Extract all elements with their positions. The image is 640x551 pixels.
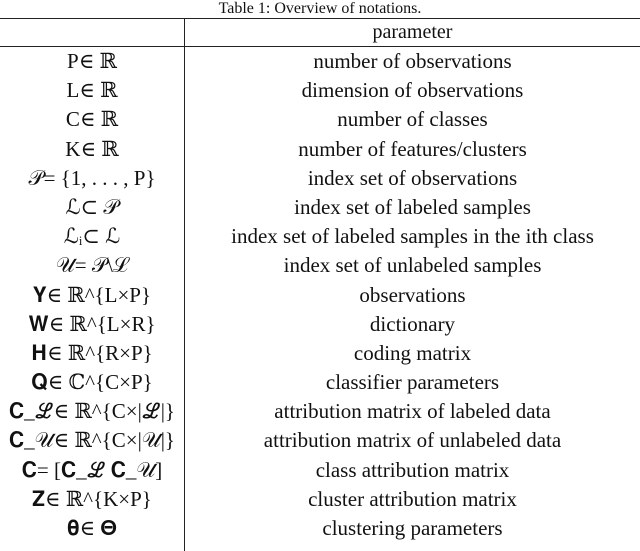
symbol-cell: 𝐂_ℒ∈ ℝ^{C×|ℒ|} bbox=[9, 399, 175, 424]
symbol-cell: ℒᵢ⊂ ℒ bbox=[63, 224, 121, 249]
table-caption: Table 1: Overview of notations. bbox=[218, 0, 422, 17]
table-row bbox=[0, 251, 640, 280]
symbol-cell: P∈ ℝ bbox=[67, 49, 117, 73]
description-cell: number of features/clusters bbox=[298, 136, 527, 161]
description-cell: cluster attribution matrix bbox=[308, 486, 517, 511]
symbol-cell: 𝐖∈ ℝ^{L×R} bbox=[28, 311, 156, 336]
table-row bbox=[0, 164, 640, 193]
symbol-cell: 𝐙∈ ℝ^{K×P} bbox=[32, 486, 152, 511]
header-parameter: parameter bbox=[372, 21, 453, 43]
description-cell: clustering parameters bbox=[322, 516, 503, 540]
symbol-cell: 𝐇∈ ℝ^{R×P} bbox=[31, 340, 153, 365]
description-cell: attribution matrix of unlabeled data bbox=[263, 428, 562, 453]
description-cell: classifier parameters bbox=[325, 370, 500, 395]
table-row bbox=[0, 281, 640, 310]
description-cell: index set of unlabeled samples bbox=[283, 253, 542, 278]
symbol-cell: ℒ⊂ 𝒫 bbox=[65, 194, 119, 219]
table-row bbox=[0, 397, 640, 426]
table-row bbox=[0, 193, 640, 222]
description-cell: number of observations bbox=[313, 49, 512, 73]
symbol-cell: 𝐂_𝒰∈ ℝ^{C×|𝒰|} bbox=[9, 428, 175, 453]
symbol-cell: 𝒰= 𝒫\ℒ bbox=[55, 253, 129, 278]
symbol-cell: 𝐘∈ ℝ^{L×P} bbox=[32, 282, 152, 307]
table-row bbox=[0, 105, 640, 134]
description-cell: dictionary bbox=[369, 311, 456, 336]
table-row bbox=[0, 514, 640, 543]
description-cell: dimension of observations bbox=[301, 78, 524, 103]
table-row bbox=[0, 310, 640, 339]
description-cell: index set of labeled samples in the ith class bbox=[231, 224, 594, 249]
table-row bbox=[0, 47, 640, 76]
description-cell: index set of observations bbox=[307, 165, 518, 190]
symbol-cell: K∈ ℝ bbox=[65, 136, 119, 161]
symbol-cell: L∈ ℝ bbox=[66, 78, 118, 103]
description-cell: class attribution matrix bbox=[315, 457, 510, 482]
table-row bbox=[0, 456, 640, 485]
table-body bbox=[0, 47, 640, 543]
symbol-cell: 𝛉∈ 𝚯 bbox=[66, 516, 117, 540]
description-cell: number of classes bbox=[337, 107, 488, 132]
symbol-cell: 𝐂= [𝐂_ℒ 𝐂_𝒰] bbox=[21, 457, 163, 482]
table-row bbox=[0, 222, 640, 251]
symbol-cell: 𝐐∈ ℂ^{C×P} bbox=[31, 370, 153, 395]
description-cell: index set of labeled samples bbox=[294, 194, 531, 219]
symbol-cell: C∈ ℝ bbox=[65, 107, 119, 132]
table-row bbox=[0, 76, 640, 105]
symbol-cell: 𝒫= {1, . . . , P} bbox=[28, 165, 156, 190]
table-row bbox=[0, 339, 640, 368]
table-row bbox=[0, 368, 640, 397]
table-row bbox=[0, 485, 640, 514]
description-cell: attribution matrix of labeled data bbox=[274, 399, 551, 424]
description-cell: coding matrix bbox=[353, 340, 472, 365]
description-cell: observations bbox=[359, 282, 466, 307]
table-row bbox=[0, 426, 640, 455]
table-row bbox=[0, 135, 640, 164]
